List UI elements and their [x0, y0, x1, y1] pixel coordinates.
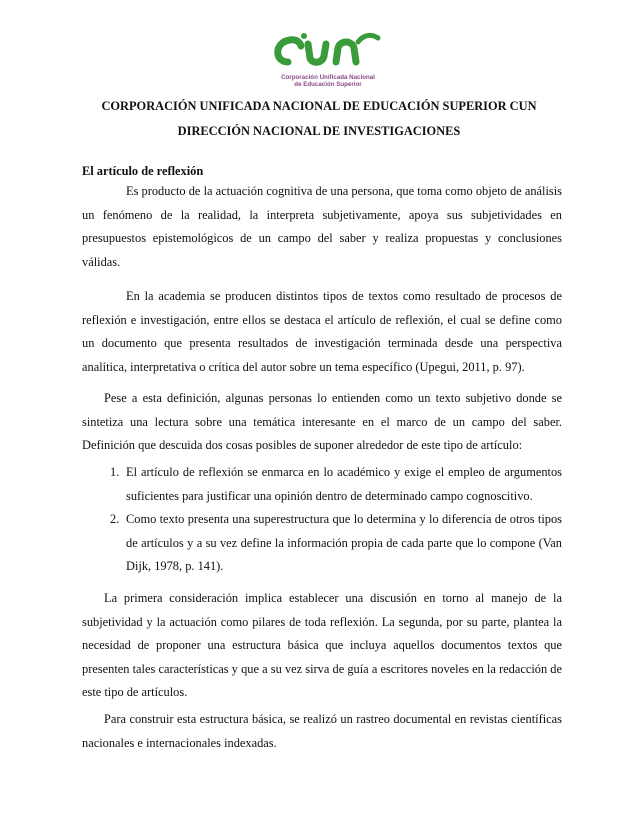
institution-title: CORPORACIÓN UNIFICADA NACIONAL DE EDUCACIÓN SUPERIOR CUN — [101, 99, 537, 113]
list-item — [82, 508, 562, 579]
list-item-text: Como texto presenta una superestructura que lo determina y lo diferencia de otros tipos de artículos y a su vez define la información propia de cada parte que lo compone (Van Dijk, 1978, p. 141). — [126, 512, 562, 574]
section-title: El artículo de reflexión — [82, 164, 204, 178]
logo-caption-line2: de Educación Superior — [294, 81, 362, 89]
list-number: 2. — [110, 512, 120, 527]
list-item — [82, 461, 562, 508]
numbered-list — [82, 461, 562, 579]
cun-logo-icon — [268, 28, 388, 74]
paragraph: La primera consideración implica establecer una discusión en torno al manejo de la subjetividad y la actuación como pilares de toda reflexión. La segunda, por su parte, plantea la necesidad de proponer una estructura básica que incluya aquellos documentos textos que presenten tales características y que a su vez sirva de guía a escritores noveles en la redacción de este tipo de artículos. — [82, 591, 562, 700]
paragraph: Es producto de la actuación cognitiva de una persona, que toma como objeto de análisis un fenómeno de la realidad, la interpreta subjetivamente, apoya sus subjetividades en presupuestos epistemológicos de un campo del saber y realiza propuestas y conclusiones válidas. — [82, 184, 562, 269]
paragraph: Pese a esta definición, algunas personas lo entienden como un texto subjetivo donde se sintetiza una lectura sobre una temática interesante en el marco de un campo del saber. Definición que descuida dos cosas posibles de suponer alrededor de este tipo de artículo: — [82, 391, 562, 453]
logo-caption-line1: Corporación Unificada Nacional — [281, 74, 375, 81]
department-title: DIRECCIÓN NACIONAL DE INVESTIGACIONES — [177, 124, 461, 138]
list-number: 1. — [110, 465, 120, 479]
paragraph: En la academia se producen distintos tipos de textos como resultado de procesos de reflexión e investigación, entre ellos se destaca el artículo de reflexión, el cual se define como un documento que presenta resultados de investigación terminada desde una perspectiva analítica, interpretativa o crítica del autor sobre un tema específico (Upegui, 2011, p. 97). — [82, 289, 562, 374]
cun-logo — [268, 28, 388, 100]
paragraph: Para construir esta estructura básica, se realizó un rastreo documental en revistas científicas nacionales e internacionales indexadas. — [82, 712, 562, 750]
logo-caption — [268, 74, 388, 89]
list-item-text: El artículo de reflexión se enmarca en lo académico y exige el empleo de argumentos suficientes para justificar una opinión dentro de determinado campo cognoscitivo. — [126, 465, 562, 503]
